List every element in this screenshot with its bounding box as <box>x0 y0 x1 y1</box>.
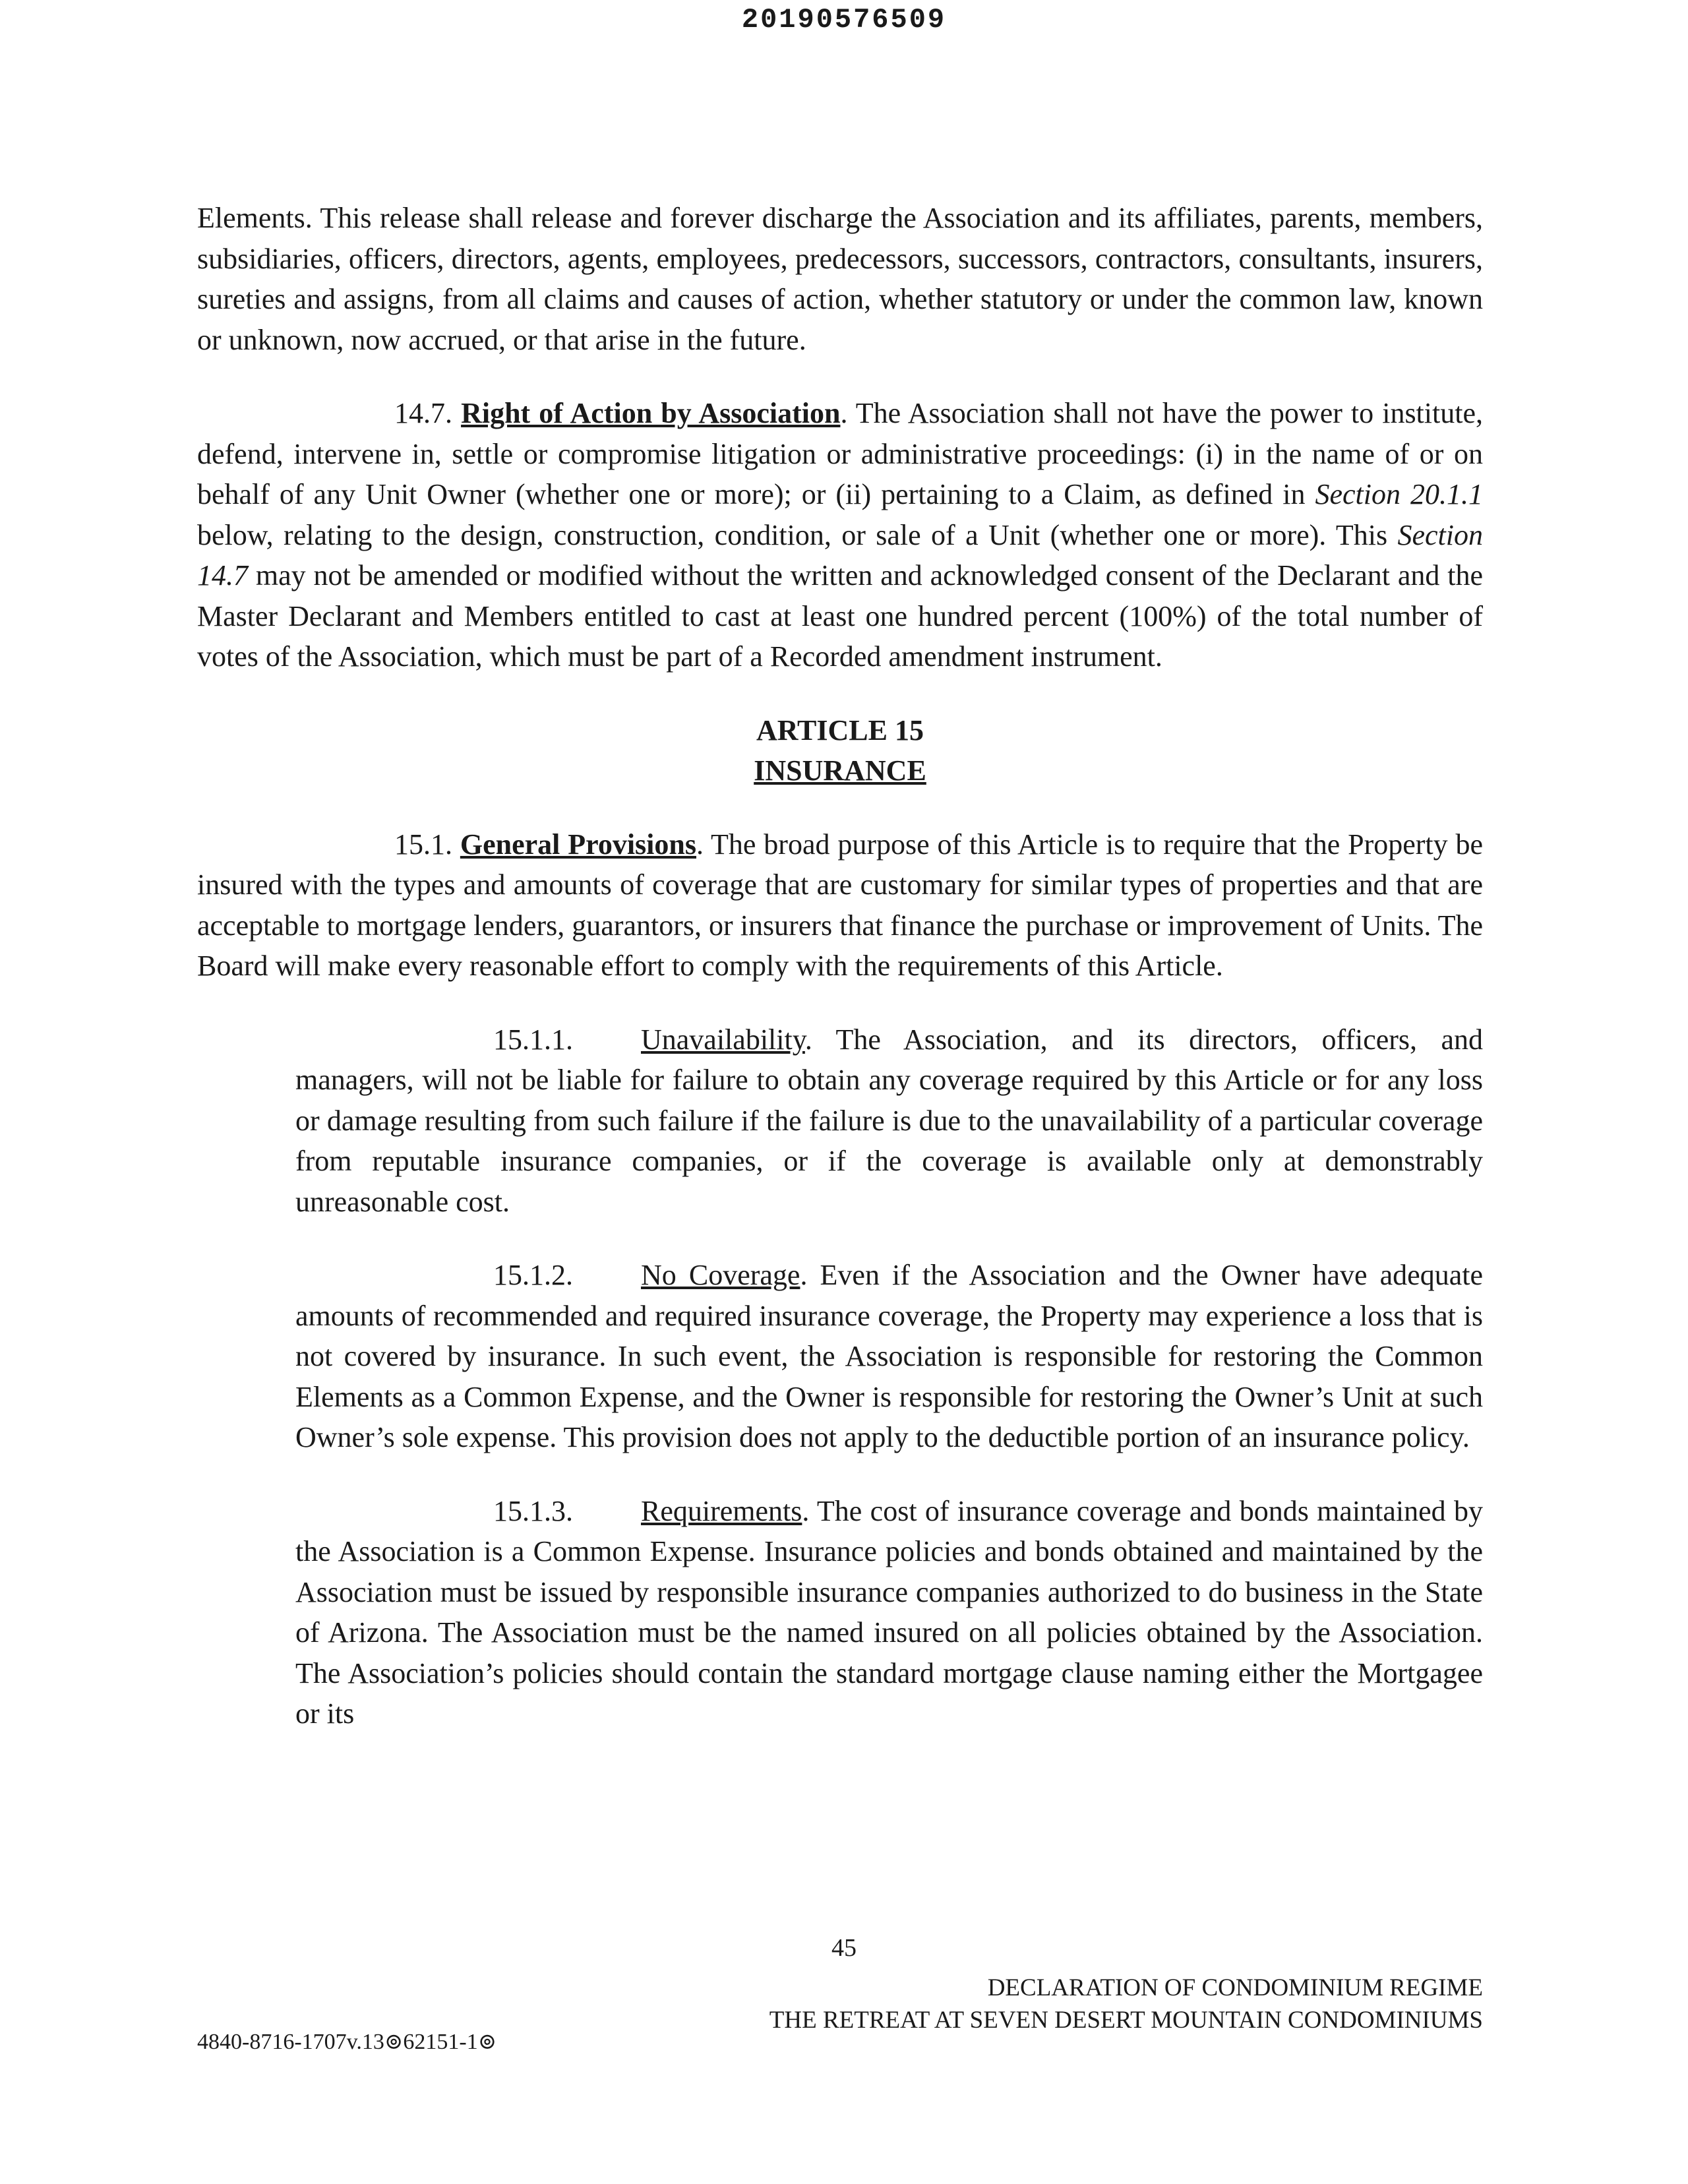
section-15-1-1-text: . The Association, and its directors, officers, and managers, will not be liable for failure to obtain any coverage required by this Article or for any loss or damage resulting from such failure if the failure is due to the unavailability of a particular coverage from reputable insurance companies, or if the coverage is available only at demonstrably unreasonable cost. <box>295 1023 1483 1218</box>
section-15-1-3-text: . The cost of insurance coverage and bonds maintained by the Association is a Common Expense. Insurance policies and bonds obtained and maintained by the Association must be issued by responsible insurance companies authorized to do business in the State of Arizona. The Association must be the named insured on all policies obtained by the Association. The Association’s policies should contain the standard mortgage clause naming either the Mortgagee or its <box>295 1494 1483 1730</box>
section-14-7 <box>197 393 1483 677</box>
footer-document-title <box>769 1972 1483 2036</box>
page-number: 45 <box>831 1934 857 1962</box>
section-15-1-3-heading: Requirements <box>641 1494 802 1527</box>
article-subtitle: INSURANCE <box>754 754 926 787</box>
section-15-1-3 <box>295 1491 1483 1734</box>
section-15-1-1 <box>295 1019 1483 1223</box>
section-14-7-text-1: . The Association shall not have the power to institute, defend, intervene in, settle or compromise litigation or administrative proceedings: (i) in the name of or on behalf of any Unit Owner (whether one or more); or (ii) pertaining to a Claim, as defined in <box>197 397 1483 510</box>
section-15-1-1-number: 15.1.1. <box>493 1023 573 1056</box>
section-ref-20-1-1: Section 20.1.1 <box>1315 478 1483 510</box>
footer-title-line-2: THE RETREAT AT SEVEN DESERT MOUNTAIN CONDOMINIUMS <box>769 2007 1483 2034</box>
section-14-7-text-2: below, relating to the design, construction, condition, or sale of a Unit (whether one or more). This <box>197 518 1398 551</box>
section-15-1 <box>197 824 1483 986</box>
footer-document-id: 4840-8716-1707v.13⊚62151-1⊚ <box>197 2030 497 2054</box>
section-15-1-2-text: . Even if the Association and the Owner have adequate amounts of recommended and required insurance coverage, the Property may experience a loss that is not covered by insurance. In such event, the Association is responsible for restoring the Common Elements as a Common Expense, and the Owner is responsible for restoring the Owner’s Unit at such Owner’s sole expense. This provision does not apply to the deductible portion of an insurance policy. <box>295 1259 1483 1453</box>
document-body <box>197 198 1483 1734</box>
footer-title-line-1: DECLARATION OF CONDOMINIUM REGIME <box>987 1974 1483 2001</box>
paragraph-elements: Elements. This release shall release and forever discharge the Association and its affiliates, parents, members, subsidiaries, officers, directors, agents, employees, predecessors, successors, contractors, consultants, insurers, sureties and assigns, from all claims and causes of action, whether statutory or under the common law, known or unknown, now accrued, or that arise in the future. <box>197 202 1483 356</box>
section-15-1-text: . The broad purpose of this Article is to require that the Property be insured with the types and amounts of coverage that are customary for similar types of properties and that are acceptable to mortgage lenders, guarantors, or insurers that finance the purchase or improvement of Units. The Board will make every reasonable effort to comply with the requirements of this Article. <box>197 828 1484 982</box>
section-14-7-text-3: may not be amended or modified without the written and acknowledged consent of the Declarant and the Master Declarant and Members entitled to cast at least one hundred percent (100%) of the total number of votes of the Association, which must be part of a Recorded amendment instrument. <box>197 559 1483 673</box>
section-14-7-heading: Right of Action by Association <box>461 397 841 429</box>
section-15-1-2-heading: No Coverage <box>641 1259 800 1291</box>
section-15-1-3-number: 15.1.3. <box>493 1494 573 1527</box>
document-number: 20190576509 <box>741 4 947 36</box>
section-15-1-2 <box>295 1255 1483 1458</box>
section-14-7-number: 14.7. <box>394 397 452 429</box>
section-15-1-2-number: 15.1.2. <box>493 1259 573 1291</box>
section-ref-14-7: Section 14.7 <box>197 518 1483 592</box>
article-title: ARTICLE 15 <box>756 713 924 746</box>
section-15-1-heading: General Provisions <box>460 828 696 861</box>
section-15-1-number: 15.1. <box>394 828 452 861</box>
section-15-1-1-heading: Unavailability <box>641 1023 805 1056</box>
